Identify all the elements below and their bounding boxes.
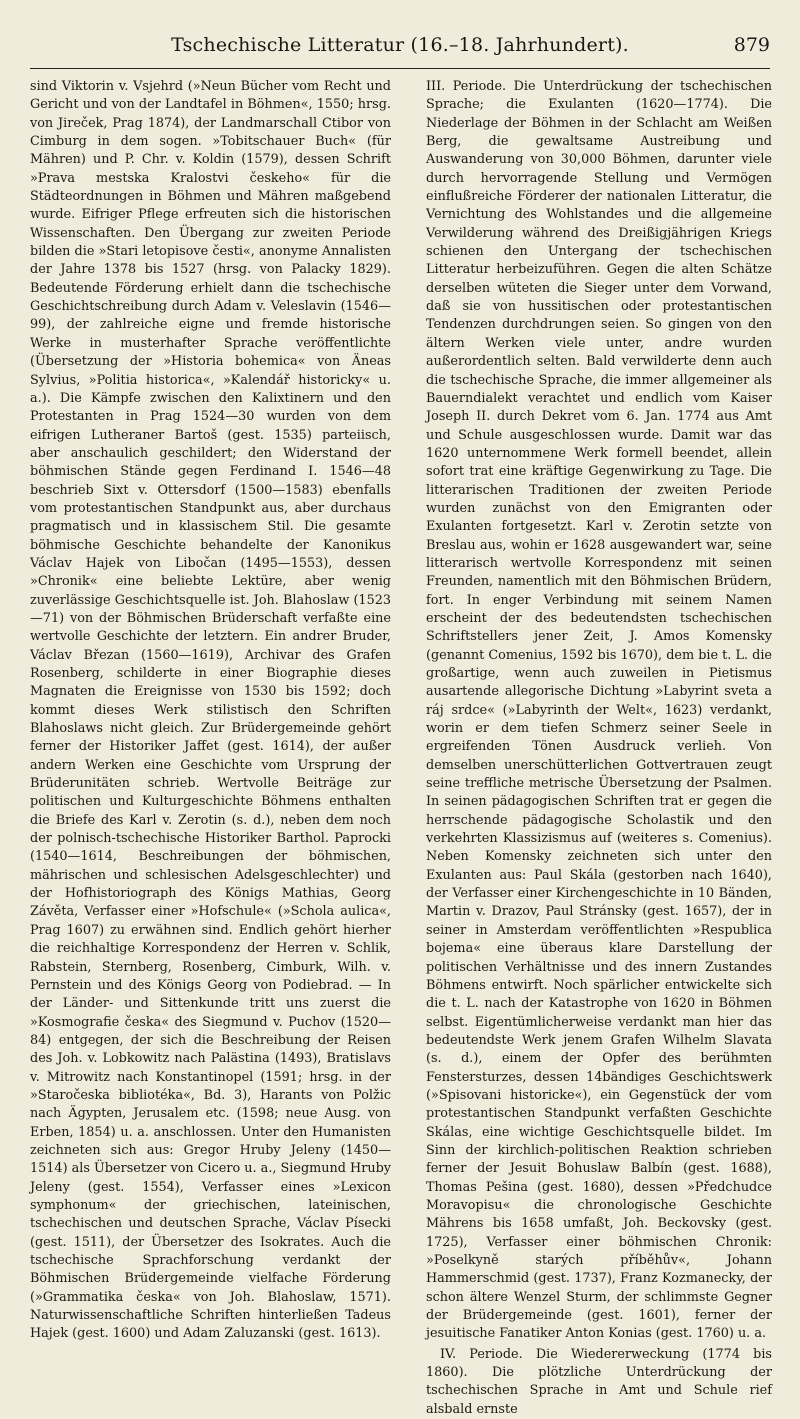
left-column [30, 78, 391, 1344]
right-column [426, 78, 772, 1419]
section-paragraph-period-3: III. Periode. Die Unterdrückung der tschechischen Sprache; die Exulanten (1620—1774). Die Niederlage der Böhmen in der Schlacht am Weißen Berg, die gewaltsame Austreibung und Auswanderung von 30,000 Böhmen, darunter viele durch hervorragende Stellung und Vermögen einflußreiche Förderer der nationalen Litteratur, die Vernichtung des Wohlstandes und die allgemeine Verwilderung während des Dreißigjährigen Kriegs schienen den Untergang der tschechischen Litteratur herbeizuführen. Gegen die alten Schätze derselben wüteten die Sieger unter dem Vorwand, daß sie von hussitischen oder protestantischen Tendenzen durchdrungen seien. So gingen von den ältern Werken viele unter, andre wurden außerordentlich selten. Bald verwilderte denn auch die tschechische Sprache, die immer allgemeiner als Bauerndialekt verachtet und endlich vom Kaiser Joseph II. durch Dekret vom 6. Jan. 1774 aus Amt und Schule ausgeschlossen wurde. Damit war das 1620 unternommene Werk formell beendet, allein sofort trat eine kräftige Gegenwirkung zu Tage. Die litterarischen Traditionen der zweiten Periode wurden zunächst von den Emigranten oder Exulanten fortgesetzt. Karl v. Zerotin setzte von Breslau aus, wohin er 1628 ausgewandert war, seine litterarisch wertvolle Korrespondenz mit seinen Freunden, namentlich mit den Böhmischen Brüdern, fort. In enger Verbindung mit seinem Namen erscheint der des bedeutendsten tschechischen Schriftstellers jener Zeit, J. Amos Komensky (genannt Comenius, 1592 bis 1670), dem bie t. L. die großartige, wenn auch zuweilen in Pietismus ausartende allegorische Dichtung »Labyrint sveta a ráj srdce« (»Labyrinth der Welt«, 1623) verdankt, worin er dem tiefen Schmerz seiner Seele in ergreifenden Tönen Ausdruck verlieh. Von demselben unerschütterlichen Gottvertrauen zeugt seine treffliche metrische Übersetzung der Psalmen. In seinen pädagogischen Schriften trat er gegen die herrschende pädagogische Scholastik und den verkehrten Klassizismus auf (weiteres s. Comenius). Neben Komensky zeichneten sich unter den Exulanten aus: Paul Skála (gestorben nach 1640), der Verfasser einer Kirchengeschichte in 10 Bänden, Martin v. Drazov, Paul Stránsky (gest. 1657), der in seiner in Amsterdam veröffentlichten »Respublica bojema« eine überaus klare Darstellung der politischen Verhältnisse und des innern Zustandes Böhmens entwirft. Noch spärlicher entwickelte sich die t. L. nach der Katastrophe von 1620 in Böhmen selbst. Eigentümlicherweise verdankt man hier das bedeutendste Werk jenem Grafen Wilhelm Slavata (s. d.), einem der Opfer des berühmten Fenstersturzes, dessen 14bändiges Geschichtswerk (»Spisovani historicke«), ein Gegenstück der vom protestantischen Standpunkt verfaßten Geschichte Skálas, eine wichtige Geschichtsquelle bildet. Im Sinn der kirchlich-politischen Reaktion schrieben ferner der Jesuit Bohuslaw Balbín (gest. 1688), Thomas Pešina (gest. 1680), dessen »Předchudce Moravopisu« die chronologische Geschichte Mährens bis 1658 umfaßt, Joh. Beckovsky (gest. 1725), Verfasser einer böhmischen Chronik: »Poselkyně starých příběhův«, Johann Hammerschmid (gest. 1737), Franz Kozmanecky, der schon ältere Wenzel Sturm, der schlimmste Gegner der Brüdergemeinde (gest. 1601), ferner der jesuitische Fanatiker Anton Konias (gest. 1760) u. a. [426, 79, 772, 1342]
section-paragraph-period-4: IV. Periode. Die Wiedererweckung (1774 bis 1860). Die plötzliche Unterdrückung der tschechischen Sprache in Amt und Schule rief alsbald ernste [426, 1346, 772, 1417]
body-paragraph: sind Viktorin v. Vsjehrd (»Neun Bücher vom Recht und Gericht und von der Landtafel in Böhmen«, 1550; hrsg. von Jireček, Prag 1874), der Landmarschall Ctibor von Cimburg in dem sogen. »Tobitschauer Buch« (für Mähren) und P. Chr. v. Koldin (1579), dessen Schrift »Prava mestska Kralostvi českeho« für die Städteordnungen in Böhmen und Mähren maßgebend wurde. Eifriger Pflege erfreuten sich die historischen Wissenschaften. Den Übergang zur zweiten Periode bilden die »Stari letopisove česti«, anonyme Annalisten der Jahre 1378 bis 1527 (hrsg. von Palacky 1829). Bedeutende Förderung erhielt dann die tschechische Geschichtschreibung durch Adam v. Veleslavin (1546—99), der zahlreiche eigne und fremde historische Werke in musterhafter Sprache veröffentlichte (Übersetzung der »Historia bohemica« von Äneas Sylvius, »Politia historica«, »Kalendář historicky« u. a.). Die Kämpfe zwischen den Kalixtinern und den Protestanten in Prag 1524—30 wurden von dem eifrigen Lutheraner Bartoš (gest. 1535) parteiisch, aber anschaulich geschildert; den Widerstand der böhmischen Stände gegen Ferdinand I. 1546—48 beschrieb Sixt v. Ottersdorf (1500—1583) ebenfalls vom protestantischen Standpunkt aus, aber durchaus pragmatisch und in klassischem Stil. Die gesamte böhmische Geschichte behandelte der Kanonikus Václav Hajek von Libočan (1495—1553), dessen »Chronik« eine beliebte Lektüre, aber wenig zuverlässige Geschichtsquelle ist. Joh. Blahoslaw (1523—71) von der Böhmischen Brüderschaft verfaßte eine wertvolle Geschichte der letztern. Ein andrer Bruder, Václav Březan (1560—1619), Archivar des Grafen Rosenberg, schilderte in einer Biographie dieses Magnaten die Ereignisse von 1530 bis 1592; doch kommt dieses Werk stilistisch den Schriften Blahoslaws nicht gleich. Zur Brüdergemeinde gehört ferner der Historiker Jaffet (gest. 1614), der außer andern Werken eine Geschichte vom Ursprung der Brüderunitäten schrieb. Wertvolle Beiträge zur politischen und Kulturgeschichte Böhmens enthalten die Briefe des Karl v. Zerotin (s. d.), neben dem noch der polnisch-tschechische Historiker Barthol. Paprocki (1540—1614, Beschreibungen der böhmischen, mährischen und schlesischen Adelsgeschlechter) und der Hofhistoriograph des Königs Mathias, Georg Závěta, Verfasser einer »Hofschule« (»Schola aulica«, Prag 1607) zu erwähnen sind. Endlich gehört hierher die reichhaltige Korrespondenz der Herren v. Schlik, Rabstein, Sternberg, Rosenberg, Cimburk, Wilh. v. Pernstein und des Königs Georg von Podiebrad. — In der Länder- und Sittenkunde tritt uns zuerst die »Kosmografie česka« des Siegmund v. Puchov (1520—84) entgegen, der sich die Beschreibung der Reisen des Joh. v. Lobkowitz nach Palästina (1493), Bratislavs v. Mitrowitz nach Konstantinopel (1591; hrsg. in der »Staročeska bibliotéka«, Bd. 3), Harants von Polžic nach Ägypten, Jerusalem etc. (1598; neue Ausg. von Erben, 1854) u. a. anschlossen. Unter den Humanisten zeichneten sich aus: Gregor Hruby Jeleny (1450—1514) als Übersetzer von Cicero u. a., Siegmund Hruby Jeleny (gest. 1554), Verfasser eines »Lexicon symphonum« der griechischen, lateinischen, tschechischen und deutschen Sprache, Václav Písecki (gest. 1511), der Übersetzer des Isokrates. Auch die tschechische Sprachforschung verdankt der Böhmischen Brüdergemeinde vielfache Förderung (»Grammatika česka« von Joh. Blahoslaw, 1571). Naturwissenschaftliche Schriften hinterließen Tadeus Hajek (gest. 1600) und Adam Zaluzanski (gest. 1613). [30, 79, 391, 1342]
page-number: 879 [733, 34, 770, 56]
running-header [30, 28, 770, 69]
running-title: Tschechische Litteratur (16.–18. Jahrhundert). [171, 34, 629, 56]
